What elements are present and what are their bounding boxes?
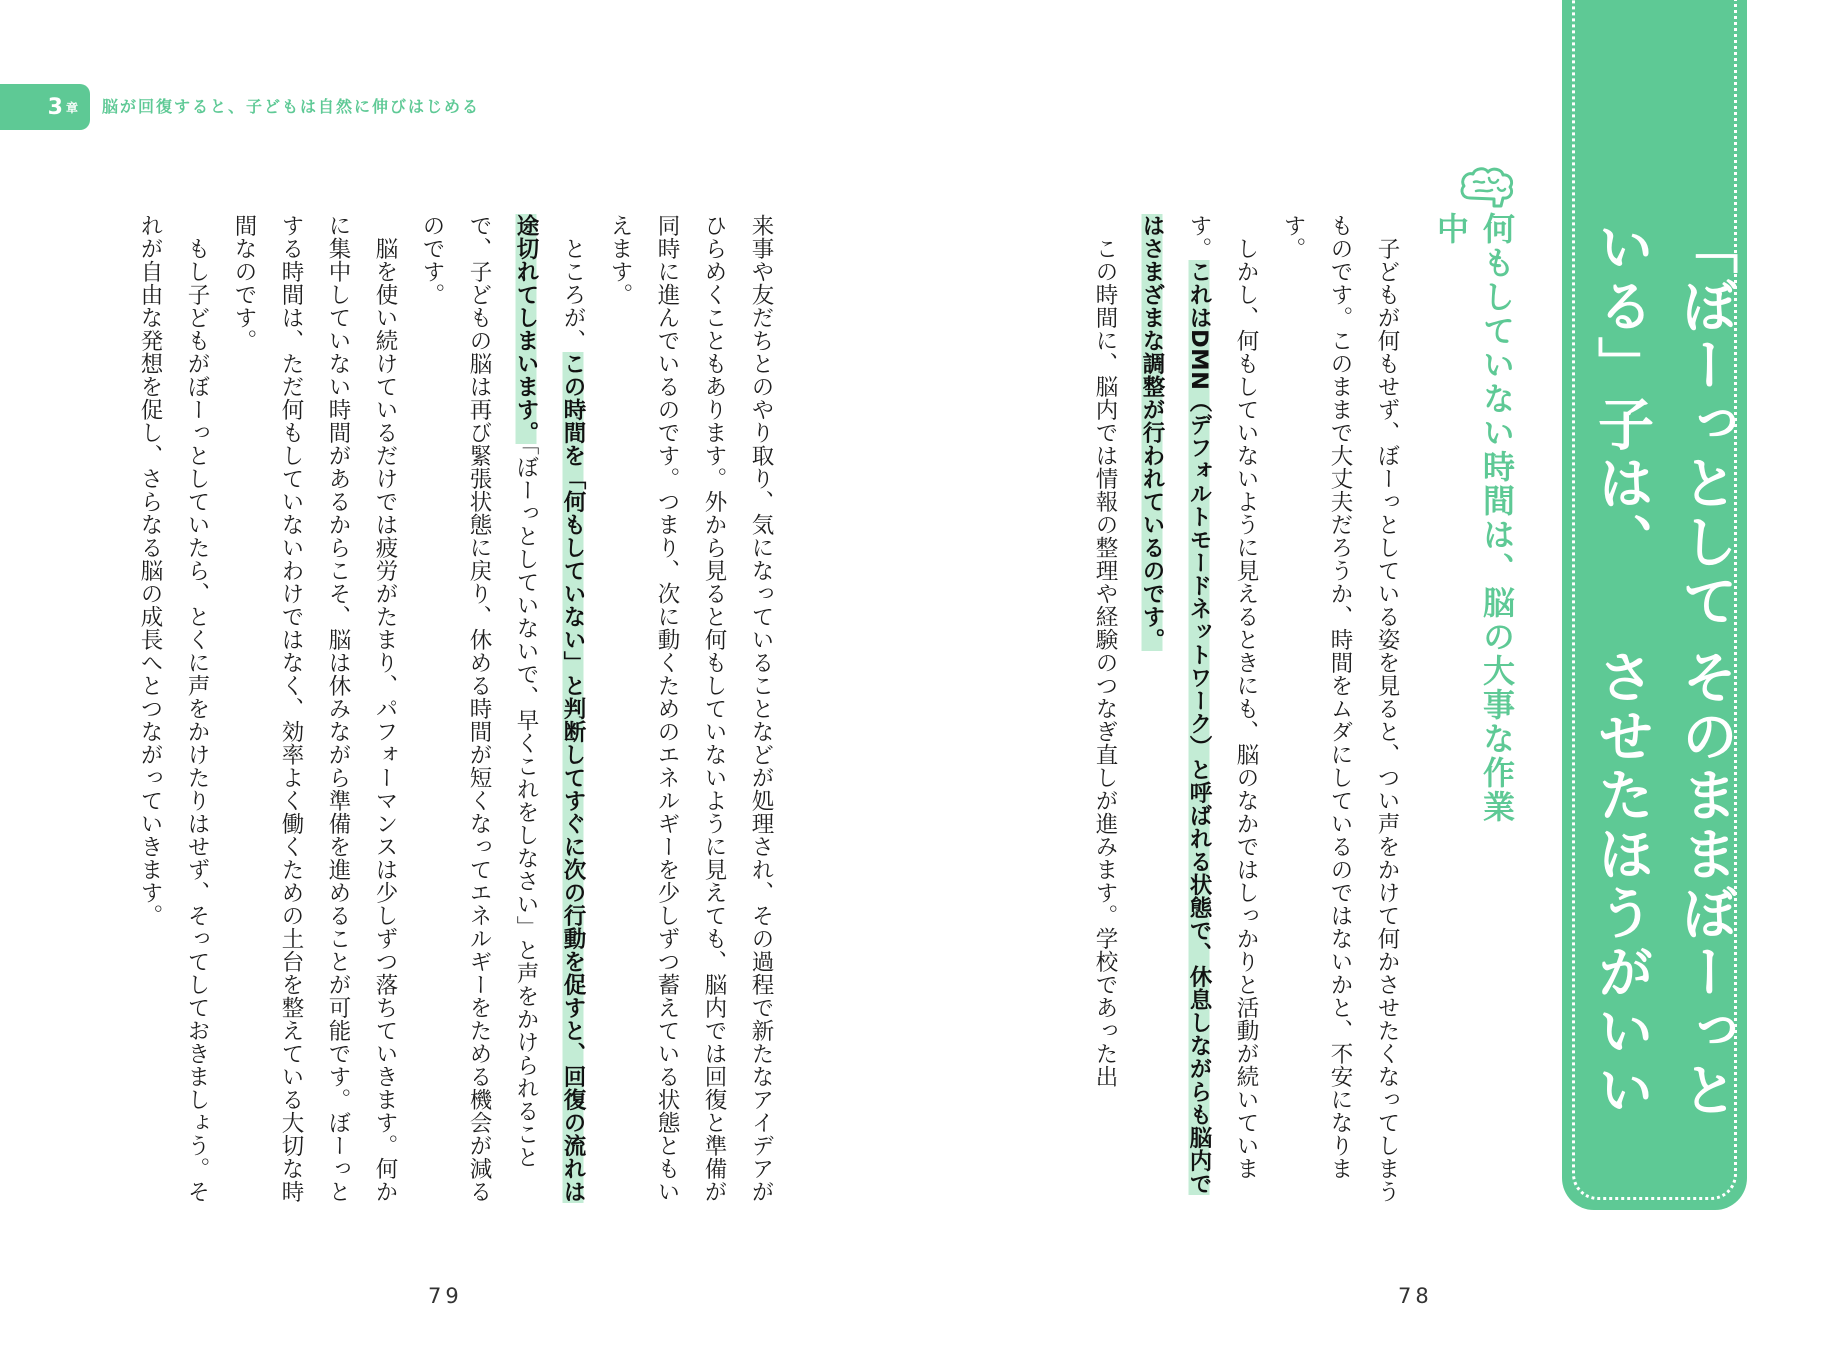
paragraph: もし子どもがぼーっとしていたら、とくに声をかけたりはせず、そってしておきましょう。それが自由な発想を促し、さらなる脳の成長へとつながっていきます。: [137, 214, 210, 1203]
highlighted-text: これはDMN（デフォルトモードネットワーク）と呼ばれる状態で、休息しながらも脳内ではさまざまな調整が行われているのです。: [1139, 214, 1212, 1196]
paragraph: 来事や友だちとのやり取り、気になっていることなどが処理され、その過程で新たなアイデアがひらめくこともあります。外から見ると何もしていないように見えても、脳内では回復と準備が同時に進んでいるのです。つまり、次に動くためのエネルギーを少しずつ蓄えている状態ともいえます。: [607, 214, 774, 1203]
brain-icon: [1458, 166, 1516, 210]
page-title-line-1: 「ぼーっとしている」子は、: [1589, 218, 1738, 631]
section-heading: 何もしていない時間は、脳の大事な作業中: [1432, 212, 1516, 824]
text-span: しかし、何もしていないように見えるときにも、脳のなかではしっかりと活動が続いています。: [1186, 214, 1259, 1180]
title-banner: [1562, 0, 1747, 1210]
page-number-right: 78: [1398, 1284, 1433, 1308]
highlighted-text: この時間を「何もしていない」と判断してすぐに次の行動を促すと、回復の流れは途切れてしまいます。: [513, 214, 586, 1203]
chapter-title: 脳が回復すると、子どもは自然に伸びはじめる: [102, 97, 481, 116]
paragraph: [1128, 214, 1269, 1214]
text-span: 「ぼーっとしていないで、早くこれをしなさい」と声をかけられることで、子どもの脳は再び緊張状態に戻り、休める時間が短くなってエネルギーをためる機会が減るのです。: [419, 214, 539, 1203]
page-title: [1562, 218, 1747, 1178]
right-page-body: [1074, 214, 1410, 1214]
chapter-tab: [0, 84, 90, 130]
page-number-left: 79: [428, 1284, 463, 1308]
page-title-line-2: そのままぼーっとさせたほうがいい: [1589, 648, 1738, 1121]
chapter-label: 章: [65, 100, 78, 115]
paragraph: 子どもが何もせず、ぼーっとしている姿を見ると、つい声をかけて何かさせたくなってしまうものです。このままで大丈夫だろうか、時間をムダにしているのではないかと、不安になります。: [1280, 214, 1400, 1203]
chapter-number: 3: [47, 94, 63, 120]
left-page-body: [126, 214, 784, 1214]
paragraph: [408, 214, 596, 1214]
paragraph: 脳を使い続けているだけでは疲労がたまり、パフォーマンスは少しずつ落ちていきます。何かに集中していない時間があるからこそ、脳は休みながら準備を進めることが可能です。ぼーっとする時間は、ただ何もしていないわけではなく、効率よく働くための土台を整えている大切な時間なのです。: [231, 214, 398, 1203]
text-span: ところが、: [560, 236, 586, 352]
paragraph: この時間に、脳内では情報の整理や経験のつなぎ直しが進みます。学校であった出: [1092, 236, 1118, 1088]
